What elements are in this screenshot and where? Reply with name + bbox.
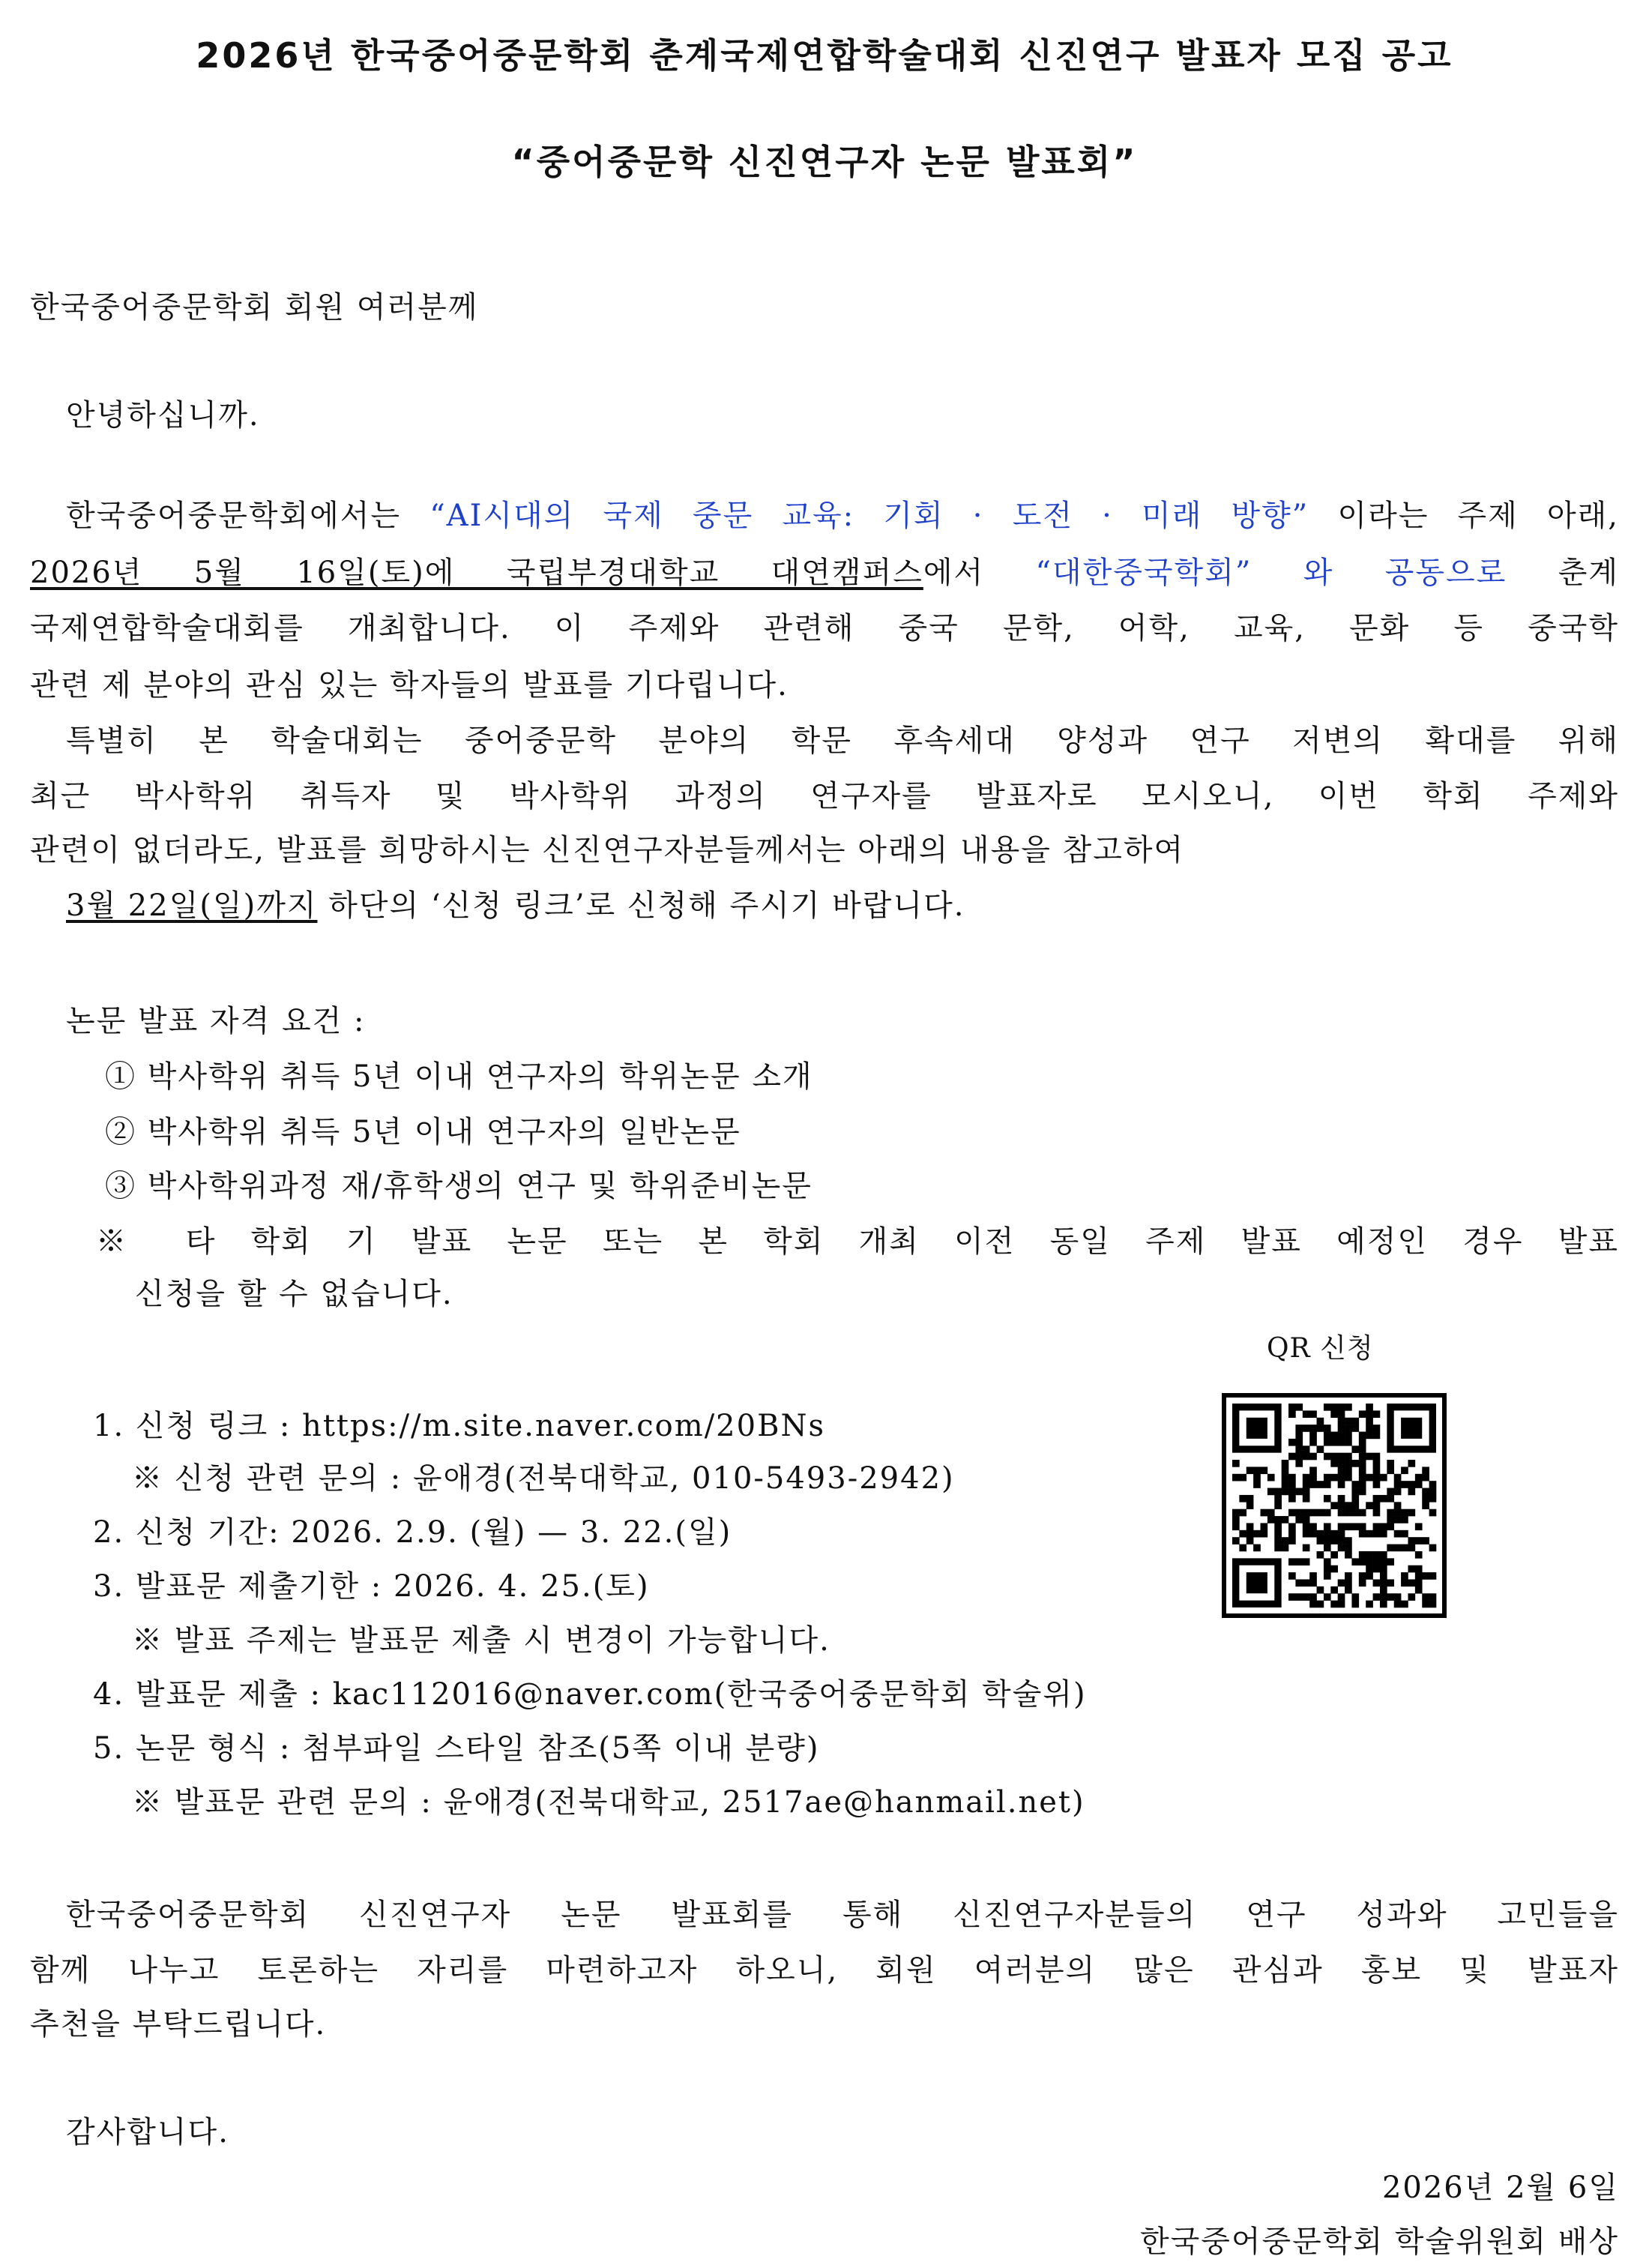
paper-deadline: 3. 발표문 제출기한 : 2026. 4. 25.(토) xyxy=(93,1569,650,1604)
requirements-heading: 논문 발표 자격 요건 : xyxy=(66,1004,366,1038)
intro-text: 이라는 주제 아래, xyxy=(1337,499,1619,533)
intro-text: 에서 xyxy=(923,556,985,590)
application-deadline: 3월 22일(일)까지 xyxy=(66,888,318,923)
closing-line-2: 함께 나누고 토론하는 자리를 마련하고자 하오니, 회원 여러분의 많은 관심과 홍보 및 발표자 xyxy=(30,1953,1619,1988)
paper-submission: 4. 발표문 제출 : kac112016@naver.com(한국중어중문학회 학술위) xyxy=(93,1677,1087,1712)
intro-text: 춘계 xyxy=(1558,556,1619,590)
closing-thanks: 감사합니다. xyxy=(66,2115,229,2150)
addressee: 한국중어중문학회 회원 여러분께 xyxy=(30,290,479,325)
intro-line-2 xyxy=(30,553,1619,592)
application-inquiry: ※ 신청 관련 문의 : 윤애경(전북대학교, 010-5493-2942) xyxy=(132,1461,955,1496)
requirement-item: ② 박사학위 취득 5년 이내 연구자의 일반논문 xyxy=(105,1115,741,1149)
application-period: 2. 신청 기간: 2026. 2.9. (월) — 3. 22.(일) xyxy=(93,1515,732,1550)
intro-line-7: 관련이 없더라도, 발표를 희망하시는 신진연구자분들께서는 아래의 내용을 참고하여 xyxy=(30,833,1185,867)
qr-code-image xyxy=(1226,1398,1442,1613)
intro-line-3: 국제연합학술대회를 개최합니다. 이 주제와 관련해 중국 문학, 어학, 교육, 문화 등 중국학 xyxy=(30,611,1619,646)
closing-line-1: 한국중어중문학회 신진연구자 논문 발표회를 통해 신진연구자분들의 연구 성과와 고민들을 xyxy=(66,1898,1619,1932)
page-title: 2026년 한국중어중문학회 춘계국제연합학술대회 신진연구 발표자 모집 공고 xyxy=(196,35,1453,76)
qr-code[interactable] xyxy=(1222,1393,1447,1618)
intro-text: 한국중어중문학회에서는 xyxy=(66,499,402,533)
paper-inquiry: ※ 발표문 관련 문의 : 윤애경(전북대학교, 2517ae@hanmail.net) xyxy=(132,1785,1085,1820)
paper-format: 5. 논문 형식 : 첨부파일 스타일 참조(5쪽 이내 분량) xyxy=(93,1731,820,1766)
application-link[interactable]: 1. 신청 링크 : https://m.site.naver.com/20BNs xyxy=(93,1409,825,1443)
partner-society: “대한중국학회” xyxy=(1035,556,1252,590)
closing-line-3: 추천을 부탁드립니다. xyxy=(30,2007,327,2042)
greeting-hello: 안녕하십니까. xyxy=(66,398,260,433)
intro-text: 와 공동으로 xyxy=(1303,556,1507,590)
intro-line-4: 관련 제 분야의 관심 있는 학자들의 발표를 기다립니다. xyxy=(30,668,789,703)
requirement-item: ③ 박사학위과정 재/휴학생의 연구 및 학위준비논문 xyxy=(105,1169,813,1203)
paper-deadline-note: ※ 발표 주제는 발표문 제출 시 변경이 가능합니다. xyxy=(132,1623,830,1658)
intro-line-1 xyxy=(66,496,1619,535)
conference-theme: “AI시대의 국제 중문 교육: 기회 · 도전 · 미래 방향” xyxy=(429,499,1309,533)
intro-line-5: 특별히 본 학술대회는 중어중문학 분야의 학문 후속세대 양성과 연구 저변의 확대를 위해 xyxy=(66,724,1619,758)
closing-date: 2026년 2월 6일 xyxy=(1381,2171,1619,2205)
conference-date-place: 2026년 5월 16일(토)에 국립부경대학교 대연캠퍼스 xyxy=(30,556,923,590)
page-subtitle: “중어중문학 신진연구자 논문 발표회” xyxy=(511,142,1138,182)
intro-line-6: 최근 박사학위 취득자 및 박사학위 과정의 연구자를 발표자로 모시오니, 이번 학회 주제와 xyxy=(30,779,1619,813)
closing-signature: 한국중어중문학회 학술위원회 배상 xyxy=(1139,2225,1619,2259)
intro-text: 하단의 ‘신청 링크’로 신청해 주시기 바랍니다. xyxy=(317,888,965,923)
qr-label: QR 신청 xyxy=(1267,1333,1374,1364)
intro-line-8 xyxy=(66,886,965,925)
requirements-note-cont: 신청을 할 수 없습니다. xyxy=(135,1277,453,1311)
requirement-item: ① 박사학위 취득 5년 이내 연구자의 학위논문 소개 xyxy=(105,1059,813,1094)
requirements-note: ※ 타 학회 기 발표 논문 또는 본 학회 개최 이전 동일 주제 발표 예정인 경우 발표 xyxy=(96,1224,1619,1259)
